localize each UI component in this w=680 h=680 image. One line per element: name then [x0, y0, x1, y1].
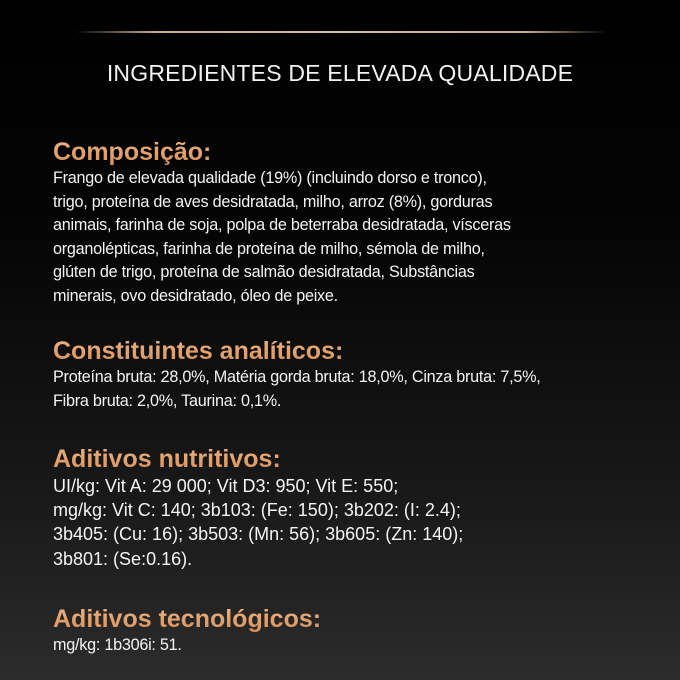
decorative-top-rule	[75, 31, 607, 33]
section-body	[53, 634, 653, 658]
page-title: INGREDIENTES DE ELEVADA QUALIDADE	[106, 60, 574, 86]
body-line: mg/kg: Vit C: 140; 3b103: (Fe: 150); 3b202: (I: 2.4);	[53, 500, 461, 521]
body-line: Frango de elevada qualidade (19%) (incluindo dorso e tronco),	[53, 169, 487, 187]
section-constituintes-analiticos	[53, 336, 653, 413]
section-body	[53, 366, 653, 413]
body-line: trigo, proteína de aves desidratada, milho, arroz (8%), gorduras	[53, 192, 493, 211]
section-heading: Aditivos nutritivos:	[53, 444, 653, 474]
section-body	[53, 167, 653, 309]
body-line: mg/kg: 1b306i: 51.	[53, 636, 182, 654]
section-heading: Constituintes analíticos:	[53, 336, 653, 366]
section-aditivos-nutritivos	[53, 444, 653, 571]
section-heading: Aditivos tecnológicos:	[53, 604, 653, 634]
section-composicao	[53, 137, 653, 309]
body-line: Proteína bruta: 28,0%, Matéria gorda bruta: 18,0%, Cinza bruta: 7,5%,	[53, 368, 541, 386]
body-line: Fibra bruta: 2,0%, Taurina: 0,1%.	[53, 391, 282, 410]
section-body	[53, 474, 653, 571]
body-line: 3b801: (Se:0.16).	[53, 548, 193, 569]
body-line: UI/kg: Vit A: 29 000; Vit D3: 950; Vit E: 550;	[53, 476, 399, 496]
body-line: 3b405: (Cu: 16); 3b503: (Mn: 56); 3b605: (Zn: 140);	[53, 524, 464, 545]
section-aditivos-tecnologicos	[53, 604, 653, 658]
body-line: glúten de trigo, proteína de salmão desidratada, Substâncias	[53, 263, 475, 282]
body-line: organolépticas, farinha de proteína de milho, sémola de milho,	[53, 239, 485, 258]
body-line: minerais, ovo desidratado, óleo de peixe.	[53, 286, 338, 305]
body-line: animais, farinha de soja, polpa de beterraba desidratada, vísceras	[53, 216, 511, 235]
section-heading: Composição:	[53, 137, 653, 167]
